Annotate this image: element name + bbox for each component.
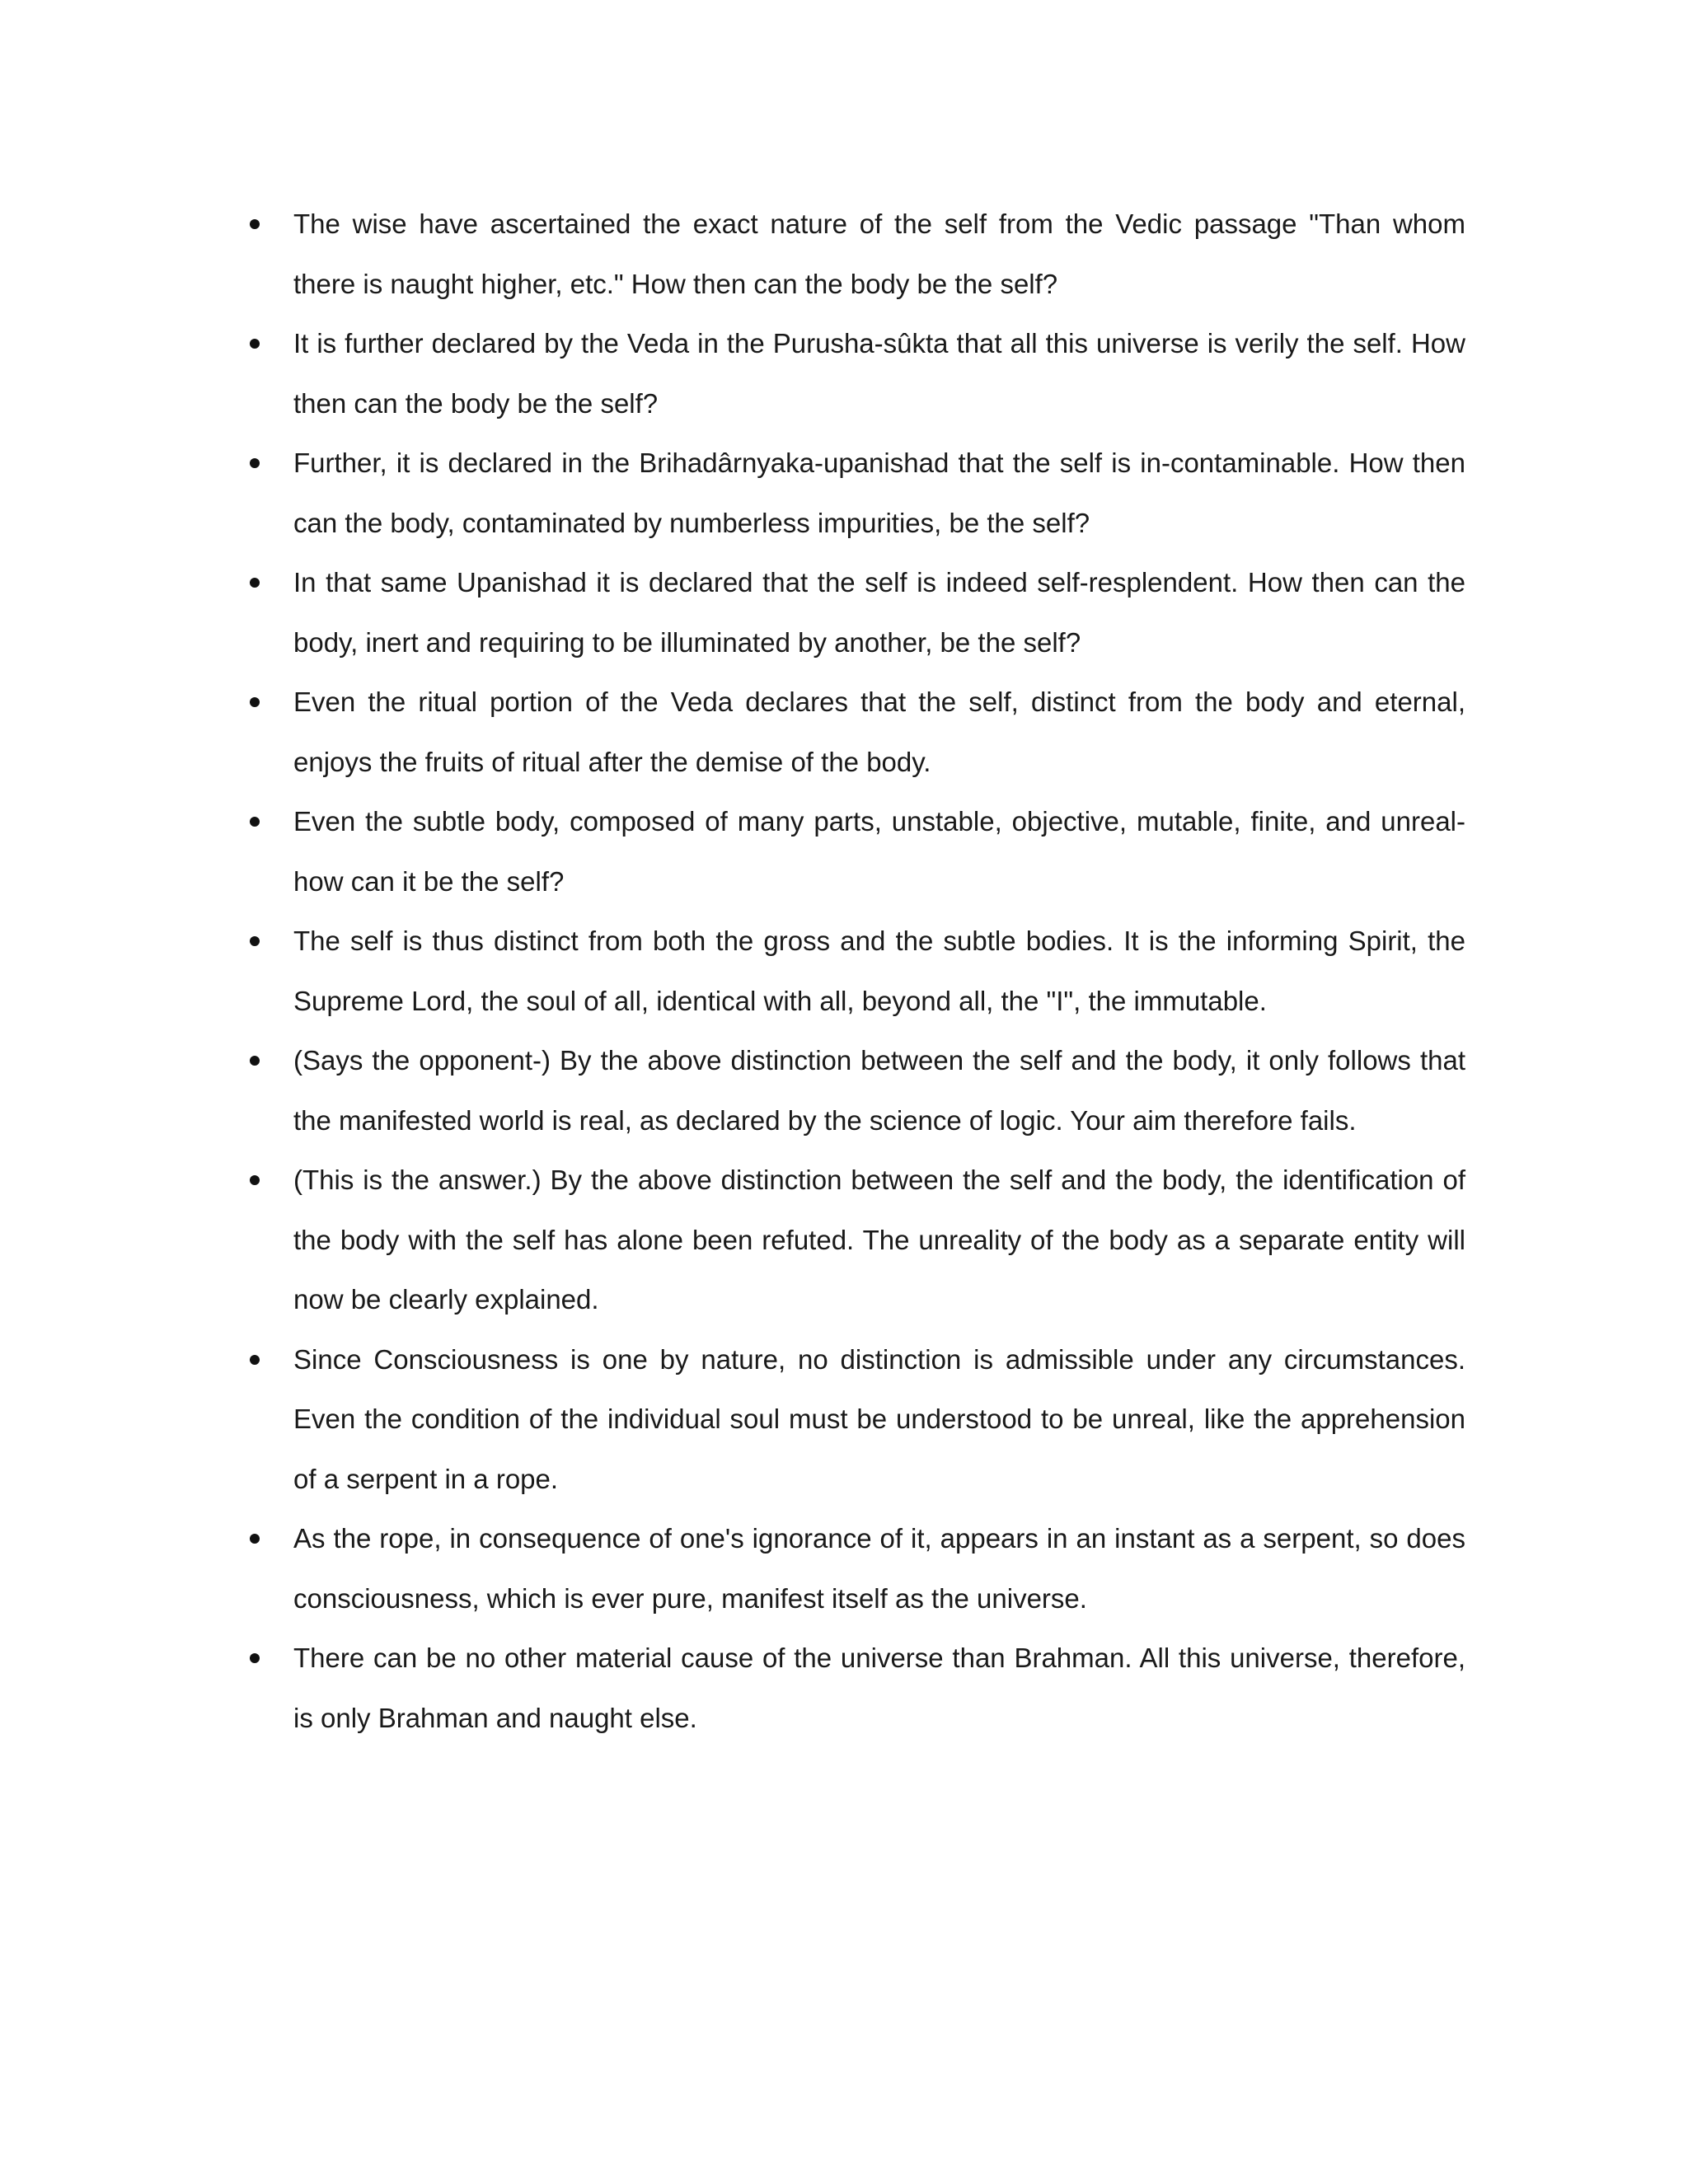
list-item bbox=[235, 434, 1465, 553]
list-item-text: In that same Upanishad it is declared that the self is indeed self-resplendent. How then can the body, inert and requiring to be illuminated by another, be the self? bbox=[293, 567, 1465, 658]
list-item bbox=[235, 1330, 1465, 1510]
list-item bbox=[235, 912, 1465, 1031]
list-item-text: Even the subtle body, composed of many parts, unstable, objective, mutable, finite, and unreal- how can it be the self? bbox=[293, 806, 1465, 897]
bullet-icon bbox=[250, 1355, 260, 1365]
bullet-icon bbox=[250, 1175, 260, 1185]
list-item-text: It is further declared by the Veda in the Purusha-sûkta that all this universe is verily the self. How then can the body be the self? bbox=[293, 328, 1465, 419]
bullet-icon bbox=[250, 936, 260, 946]
list-item bbox=[235, 1509, 1465, 1629]
list-item bbox=[235, 194, 1465, 314]
bullet-icon bbox=[250, 1534, 260, 1544]
list-item bbox=[235, 1151, 1465, 1330]
list-item bbox=[235, 553, 1465, 673]
bullet-icon bbox=[250, 578, 260, 588]
list-item-text: (Says the opponent-) By the above distinction between the self and the body, it only follows that the manifested world is real, as declared by the science of logic. Your aim therefore fails. bbox=[293, 1045, 1465, 1136]
list-item-text: As the rope, in consequence of one's ignorance of it, appears in an instant as a serpent, so does consciousness, which is ever pure, manifest itself as the universe. bbox=[293, 1523, 1465, 1614]
list-item-text: Further, it is declared in the Brihadârnyaka-upanishad that the self is in-contaminable. How then can the body, contaminated by numberless impurities, be the self? bbox=[293, 448, 1465, 538]
list-item-text: Since Consciousness is one by nature, no distinction is admissible under any circumstances. Even the condition of the individual soul must be understood to be unreal, like the apprehension of a serpent in a rope. bbox=[293, 1343, 1465, 1494]
bullet-icon bbox=[250, 1056, 260, 1066]
bullet-icon bbox=[250, 817, 260, 827]
list-item bbox=[235, 673, 1465, 792]
list-item bbox=[235, 1031, 1465, 1151]
list-item-text: (This is the answer.) By the above distinction between the self and the body, the identification of the body with the self has alone been refuted. The unreality of the body as a separate entity will now be clearly explained. bbox=[293, 1165, 1465, 1315]
list-item bbox=[235, 792, 1465, 912]
list-item bbox=[235, 314, 1465, 434]
list-item-text: There can be no other material cause of the universe than Brahman. All this universe, therefore, is only Brahman and naught else. bbox=[293, 1643, 1465, 1733]
list-item-text: The self is thus distinct from both the gross and the subtle bodies. It is the informing Spirit, the Supreme Lord, the soul of all, identical with all, beyond all, the "I", the immutable. bbox=[293, 926, 1465, 1016]
bullet-list bbox=[235, 194, 1465, 1748]
list-item-text: Even the ritual portion of the Veda declares that the self, distinct from the body and eternal, enjoys the fruits of ritual after the demise of the body. bbox=[293, 687, 1465, 777]
bullet-icon bbox=[250, 1653, 260, 1663]
bullet-icon bbox=[250, 458, 260, 468]
bullet-icon bbox=[250, 697, 260, 707]
bullet-icon bbox=[250, 219, 260, 229]
bullet-icon bbox=[250, 339, 260, 349]
list-item-text: The wise have ascertained the exact nature of the self from the Vedic passage "Than whom there is naught higher, etc." How then can the body be the self? bbox=[293, 209, 1465, 299]
list-item bbox=[235, 1629, 1465, 1748]
